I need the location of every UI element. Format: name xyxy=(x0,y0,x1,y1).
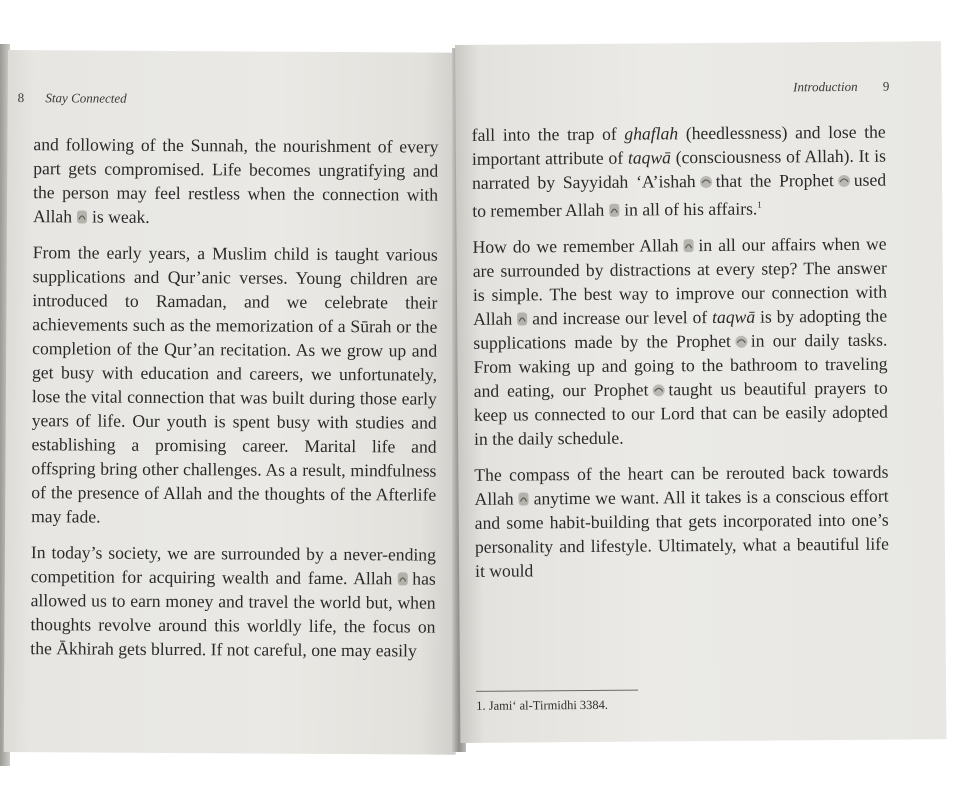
footnote-ref: 1 xyxy=(757,199,762,210)
paragraph: The compass of the heart can be rerouted back towards Allah anytime we want. All it takes is a conscious effort and some habit-building that gets incorporated into one’s personality and lifestyle. Ultimately, what a beautiful life it would xyxy=(474,461,890,581)
right-page xyxy=(455,41,946,743)
honorific-glyph-icon xyxy=(515,308,529,323)
right-running-title: Introduction xyxy=(793,78,858,95)
left-page xyxy=(4,50,460,755)
honorific-glyph-icon xyxy=(734,331,748,346)
paragraph: In today’s society, we are surrounded by a never-ending competition for acquiring wealth and fame. Allah has allowed us to earn money and travel the world but, when thoughts revolve around this worldly life, the focus on the Ākhirah gets blurred. If not careful, one may easily xyxy=(30,542,436,661)
footnote: 1. Jami‘ al-Tirmidhi 3384. xyxy=(476,697,609,713)
paragraph: and following of the Sunnah, the nourishment of every part gets compromised. Life becomes ungratifying and the person may feel restless when the connection with Allah is weak. xyxy=(32,134,439,227)
honorific-glyph-icon xyxy=(607,200,621,215)
left-body-text xyxy=(30,132,438,662)
right-body-text xyxy=(472,120,890,583)
paragraph: From the early years, a Muslim child is taught various supplications and Qur’anic verses. Young children are introduced to Ramadan, and we celebrate their achievements such as the memorization of a Sūrah or the completion of the Qur’an recitation. As we grow up and get busy with education and careers, we unfortunately, lose the vital connection that was built during those early years of life. Our youth is spent busy with studies and establishing a promising career. Marital life and offspring bring other challenges. As a result, mindfulness of the presence of Allah and the thoughts of the Afterlife may fade. xyxy=(31,242,438,527)
honorific-glyph-icon xyxy=(75,206,89,221)
left-running-head xyxy=(18,90,127,107)
honorific-glyph-icon xyxy=(837,170,851,185)
left-page-number: 8 xyxy=(17,90,25,106)
honorific-glyph-icon xyxy=(681,235,695,250)
footnote-rule xyxy=(476,690,638,692)
right-running-head xyxy=(793,79,889,96)
honorific-glyph-icon xyxy=(651,379,665,394)
left-running-title: Stay Connected xyxy=(45,90,127,106)
honorific-glyph-icon xyxy=(699,171,713,186)
paragraph: How do we remember Allah in all our affairs when we are surrounded by distractions at every step? The answer is simple. The best way to improve our connection with Allah and increase our level of taqwā is by adopting the supplications made by the Prophet in our daily tasks. From waking up and going to the bathroom to traveling and eating, our Prophet taught us beautiful prayers to keep us connected to our Lord that can be easily adopted in the daily schedule. xyxy=(472,233,888,449)
paragraph: fall into the trap of ghaflah (heedlessness) and lose the important attribute of taqwā (consciousness of Allah). It is narrated by Sayyidah ‘A’ishah that the Prophet used to remember Allah in all of his affairs.$^1$ xyxy=(471,121,887,221)
right-page-number: 9 xyxy=(882,78,890,94)
honorific-glyph-icon xyxy=(517,488,531,503)
honorific-glyph-icon xyxy=(395,568,409,583)
